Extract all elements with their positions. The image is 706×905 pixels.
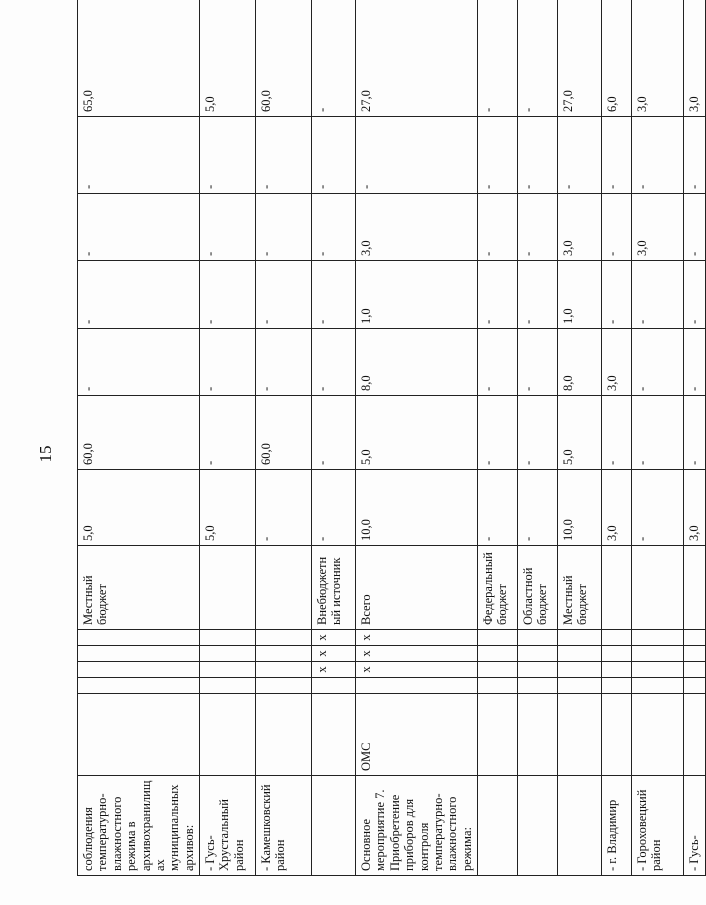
amount-cell-total: 3,0 (602, 470, 632, 546)
amount-cell-y4: - (200, 194, 256, 261)
event-name-cell: - Гороховецкий район (632, 776, 684, 876)
amount-cell-y5: - (356, 117, 478, 194)
table-row (632, 0, 684, 876)
mark-cell (518, 646, 558, 662)
event-name-cell (558, 776, 602, 876)
amount-cell-y1: - (684, 396, 706, 470)
amount-cell-y3: - (518, 261, 558, 329)
amount-cell-total: 5,0 (200, 470, 256, 546)
amount-cell-total: - (478, 470, 518, 546)
funding-source-cell (602, 546, 632, 630)
amount-cell-y6: 60,0 (256, 0, 312, 117)
amount-cell-y2: - (312, 329, 356, 396)
amount-cell-y2: - (518, 329, 558, 396)
responsible-cell (78, 694, 200, 776)
amount-cell-y6: 3,0 (632, 0, 684, 117)
amount-cell-total: 3,0 (684, 470, 706, 546)
amount-cell-y3: 1,0 (356, 261, 478, 329)
amount-cell-y4: - (684, 194, 706, 261)
mark-cell (478, 630, 518, 646)
responsible-cell: ОМС (356, 694, 478, 776)
mark-cell (78, 630, 200, 646)
amount-cell-y2: - (684, 329, 706, 396)
amount-cell-y4: 3,0 (558, 194, 602, 261)
event-name-cell: - Гусь-Хрустальный район (200, 776, 256, 876)
amount-cell-total: - (312, 470, 356, 546)
amount-cell-y5: - (312, 117, 356, 194)
program-funding-table (77, 0, 706, 876)
table-row (256, 0, 312, 876)
page-number: 15 (36, 445, 55, 463)
amount-cell-y3: - (684, 261, 706, 329)
amount-cell-total: 10,0 (356, 470, 478, 546)
mark-cell (602, 678, 632, 694)
amount-cell-y4: 3,0 (632, 194, 684, 261)
table-row (602, 0, 632, 876)
amount-cell-y1: - (200, 396, 256, 470)
event-name-cell: - г. Владимир (602, 776, 632, 876)
mark-cell (602, 646, 632, 662)
mark-cell: х (356, 662, 478, 678)
amount-cell-y6: 3,0 (684, 0, 706, 117)
mark-cell (558, 678, 602, 694)
amount-cell-y5: - (558, 117, 602, 194)
amount-cell-y1: - (478, 396, 518, 470)
mark-cell (684, 662, 706, 678)
amount-cell-y2: - (200, 329, 256, 396)
responsible-cell (312, 694, 356, 776)
event-name-cell: - Камешковский район (256, 776, 312, 876)
amount-cell-y1: 60,0 (256, 396, 312, 470)
amount-cell-y4: - (78, 194, 200, 261)
amount-cell-y4: - (312, 194, 356, 261)
table-row (558, 0, 602, 876)
amount-cell-y1: 60,0 (78, 396, 200, 470)
mark-cell: х (356, 646, 478, 662)
amount-cell-y2: - (256, 329, 312, 396)
funding-source-cell: Местный бюджет (78, 546, 200, 630)
amount-cell-y3: - (632, 261, 684, 329)
amount-cell-y1: - (312, 396, 356, 470)
funding-source-cell: Всего (356, 546, 478, 630)
mark-cell (684, 630, 706, 646)
amount-cell-y6: 27,0 (558, 0, 602, 117)
mark-cell (518, 678, 558, 694)
mark-cell: х (312, 646, 356, 662)
document-table-wrapper (77, 0, 701, 876)
amount-cell-y1: 5,0 (356, 396, 478, 470)
mark-cell (602, 662, 632, 678)
amount-cell-y2: 8,0 (356, 329, 478, 396)
responsible-cell (478, 694, 518, 776)
mark-cell (256, 630, 312, 646)
event-name-cell: - Гусь- (684, 776, 706, 876)
mark-cell: х (312, 662, 356, 678)
event-name-cell: Основное мероприятие 7. Приобретение приборов для контроля температурно-влажностного режима: (356, 776, 478, 876)
mark-cell (632, 630, 684, 646)
responsible-cell (558, 694, 602, 776)
responsible-cell (602, 694, 632, 776)
mark-cell (78, 646, 200, 662)
funding-source-cell: Федеральный бюджет (478, 546, 518, 630)
amount-cell-y3: - (478, 261, 518, 329)
amount-cell-y2: 8,0 (558, 329, 602, 396)
event-name-cell (312, 776, 356, 876)
amount-cell-y5: - (256, 117, 312, 194)
funding-source-cell (200, 546, 256, 630)
amount-cell-y4: - (518, 194, 558, 261)
funding-source-cell (684, 546, 706, 630)
amount-cell-y6: 6,0 (602, 0, 632, 117)
mark-cell (200, 678, 256, 694)
amount-cell-y5: - (632, 117, 684, 194)
mark-cell (684, 678, 706, 694)
mark-cell (632, 678, 684, 694)
mark-cell (478, 646, 518, 662)
table-row (200, 0, 256, 876)
responsible-cell (256, 694, 312, 776)
event-name-cell (518, 776, 558, 876)
amount-cell-y1: - (632, 396, 684, 470)
funding-source-cell (256, 546, 312, 630)
responsible-cell (632, 694, 684, 776)
amount-cell-total: - (256, 470, 312, 546)
mark-cell (632, 662, 684, 678)
amount-cell-total: - (632, 470, 684, 546)
mark-cell (78, 662, 200, 678)
amount-cell-total: 10,0 (558, 470, 602, 546)
amount-cell-y3: - (602, 261, 632, 329)
mark-cell: х (312, 630, 356, 646)
amount-cell-y2: - (478, 329, 518, 396)
amount-cell-y5: - (602, 117, 632, 194)
amount-cell-y1: - (518, 396, 558, 470)
amount-cell-y2: 3,0 (602, 329, 632, 396)
amount-cell-y1: 5,0 (558, 396, 602, 470)
amount-cell-y3: - (312, 261, 356, 329)
amount-cell-y3: 1,0 (558, 261, 602, 329)
event-name-cell (478, 776, 518, 876)
table-row (356, 0, 478, 876)
table-row (312, 0, 356, 876)
mark-cell (78, 678, 200, 694)
mark-cell (200, 662, 256, 678)
mark-cell (478, 662, 518, 678)
amount-cell-y6: - (478, 0, 518, 117)
amount-cell-y6: 5,0 (200, 0, 256, 117)
mark-cell (632, 646, 684, 662)
mark-cell (602, 630, 632, 646)
mark-cell (518, 662, 558, 678)
amount-cell-y4: 3,0 (356, 194, 478, 261)
amount-cell-y5: - (78, 117, 200, 194)
responsible-cell (684, 694, 706, 776)
amount-cell-y5: - (684, 117, 706, 194)
mark-cell (558, 662, 602, 678)
mark-cell (256, 662, 312, 678)
mark-cell (558, 646, 602, 662)
funding-source-cell: Внебюджетный источник (312, 546, 356, 630)
funding-source-cell (632, 546, 684, 630)
amount-cell-y3: - (78, 261, 200, 329)
table-row (78, 0, 200, 876)
mark-cell (256, 678, 312, 694)
amount-cell-y2: - (632, 329, 684, 396)
amount-cell-y6: 27,0 (356, 0, 478, 117)
mark-cell: х (356, 630, 478, 646)
amount-cell-y4: - (602, 194, 632, 261)
mark-cell (256, 646, 312, 662)
amount-cell-y5: - (478, 117, 518, 194)
mark-cell (312, 678, 356, 694)
amount-cell-y6: 65,0 (78, 0, 200, 117)
amount-cell-y3: - (200, 261, 256, 329)
amount-cell-y2: - (78, 329, 200, 396)
responsible-cell (200, 694, 256, 776)
amount-cell-total: 5,0 (78, 470, 200, 546)
mark-cell (200, 646, 256, 662)
amount-cell-y3: - (256, 261, 312, 329)
amount-cell-y4: - (478, 194, 518, 261)
mark-cell (684, 646, 706, 662)
table-row (684, 0, 706, 876)
mark-cell (478, 678, 518, 694)
table-row (478, 0, 518, 876)
amount-cell-y5: - (518, 117, 558, 194)
amount-cell-total: - (518, 470, 558, 546)
amount-cell-y5: - (200, 117, 256, 194)
amount-cell-y4: - (256, 194, 312, 261)
mark-cell (558, 630, 602, 646)
amount-cell-y6: - (518, 0, 558, 117)
responsible-cell (518, 694, 558, 776)
mark-cell (200, 630, 256, 646)
funding-source-cell: Местный бюджет (558, 546, 602, 630)
event-name-cell: соблюдения температурно-влажностного режима в архивохранилищах муниципальных архивов: (78, 776, 200, 876)
amount-cell-y1: - (602, 396, 632, 470)
mark-cell (518, 630, 558, 646)
mark-cell (356, 678, 478, 694)
funding-source-cell: Областной бюджет (518, 546, 558, 630)
amount-cell-y6: - (312, 0, 356, 117)
table-row (518, 0, 558, 876)
